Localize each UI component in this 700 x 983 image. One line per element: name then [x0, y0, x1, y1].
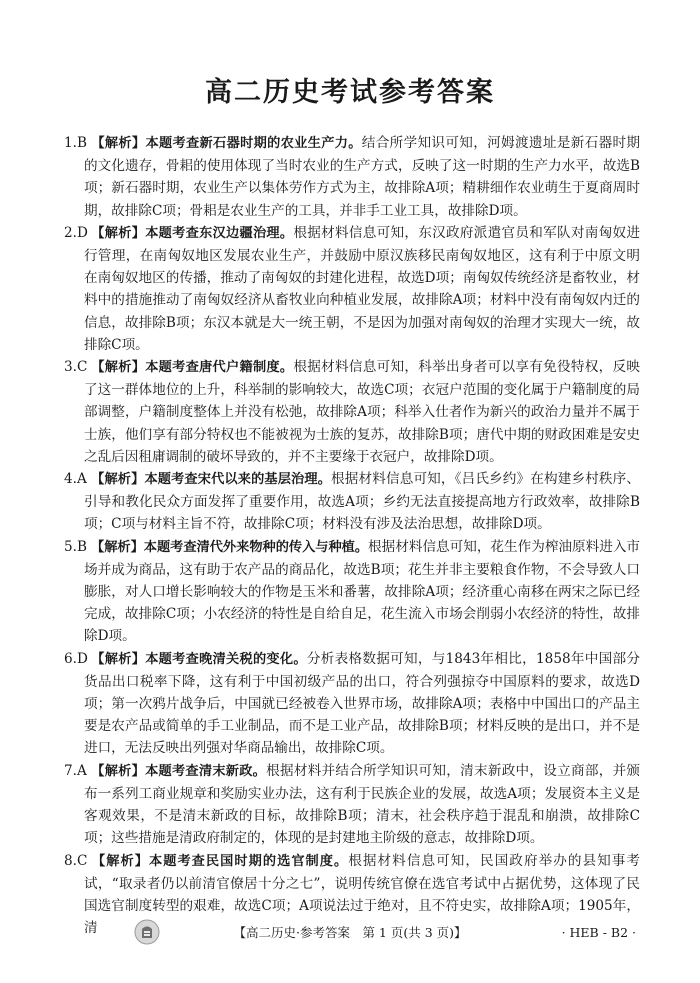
question-item — [64, 356, 640, 468]
question-item — [64, 222, 640, 356]
question-text: 根据材料信息可知，花生作为榨油原料进入市场并成为商品，这有助于农产品的商品化，故选B项；花生并非主要粮食作物，不会导致人口膨胀，对人口增长影响较大的作物是玉米和番薯，故排除A项；经济重心南移在两宋之际已经完成，故排除C项；小农经济的特性是自给自足，花生流入市场会削弱小农经济的特性，故排除D项。 — [84, 538, 641, 645]
question-answer: A — [76, 762, 87, 779]
page-footer — [0, 922, 700, 944]
question-answer: B — [76, 135, 87, 151]
question-answer: C — [76, 359, 88, 376]
analysis-tag: 【解析】 — [97, 136, 146, 151]
question-number: 1. — [64, 135, 77, 151]
footer-code: · HEB - B2 · — [561, 925, 636, 940]
question-item — [64, 536, 640, 648]
question-number: 2. — [64, 224, 77, 241]
question-number: 3. — [64, 359, 77, 376]
question-text: 根据材料信息可知，科举出身者可以享有免役特权，反映了这一群体地位的上升，科举制的影响较大，故选C项；衣冠户范围的变化属于户籍制度的局部调整，户籍制度整体上并没有松弛，故排除A项；科举入仕者作为新兴的政治力量并不属于士族，他们享有部分特权也不能被视为士族的复苏，故排除B项；唐代中期的财政困难是安史之乱后因租庸调制的破坏导致的，并不主要缘于衣冠户，故排除D项。 — [84, 359, 641, 465]
question-number: 4. — [64, 471, 77, 488]
question-topic: 本题考查清末新政。 — [145, 763, 267, 779]
page-title: 高二历史考试参考答案 — [205, 77, 495, 108]
question-item — [64, 760, 640, 850]
footer-page-info: 【高二历史·参考答案 第 1 页(共 3 页)】 — [233, 925, 467, 940]
question-item — [64, 468, 640, 536]
question-answer: D — [76, 224, 88, 241]
question-number: 6. — [64, 650, 77, 667]
question-text: 根据材料信息可知，《吕氏乡约》在构建乡村秩序、引导和教化民众方面发挥了重要作用，故选A项；乡约无法直接提高地方行政效率，故排除B项；C项与材料主旨不符，故排除C项；材料没有涉及法治思想，故排除D项。 — [84, 471, 640, 533]
analysis-tag: 【解析】 — [97, 360, 146, 376]
question-text: 结合所学知识可知，河姆渡遗址是新石器时期的文化遗存，骨耜的使用体现了当时农业的生产方式，反映了这一时期的生产力水平，故选B项；新石器时期，农业生产以集体劳作方式为主，故排除A项；精耕细作农业萌生于夏商周时期，故排除C项；骨耜是农业生产的工具，并非手工业工具，故排除D项。 — [84, 135, 641, 219]
question-text: 根据材料信息可知，东汉政府派遣官员和军队对南匈奴进行管理，在南匈奴地区发展农业生产，并鼓励中原汉族移民南匈奴地区，这有利于中原文明在南匈奴地区的传播，推动了南匈奴的封建化进程，故选D项；南匈奴传统经济是畜牧业，材料中的措施推动了南匈奴经济从畜牧业向种植业发展，故排除A项；材料中没有南匈奴内迁的信息，故排除B项；东汉本就是大一统王朝，不是因为加强对南匈奴的治理才实现大一统，故排除C项。 — [84, 224, 641, 353]
question-topic: 本题考查民国时期的选官制度。 — [148, 853, 349, 869]
answer-list — [64, 132, 640, 939]
analysis-tag: 【解析】 — [97, 225, 146, 241]
question-topic: 本题考查新石器时期的农业生产力。 — [145, 136, 362, 151]
analysis-tag: 【解析】 — [97, 539, 144, 555]
question-item — [64, 648, 640, 760]
analysis-tag: 【解析】 — [97, 651, 146, 667]
question-topic: 本题考查东汉边疆治理。 — [145, 225, 294, 241]
question-text: 分析表格数据可知，与1843年相比，1858年中国部分货品出口税率下降，这有利于中国初级产品的出口，符合列强掠夺中国原料的要求，故选D项；第一次鸦片战争后，中国就已经被卷入世界市场，故排除A项；表格中中国出口的产品主要是农产品或简单的手工业制品，而不是工业产品，故排除B项；材料反映的是出口，并不是进口，无法反映出列强对华商品输出，故排除C项。 — [84, 650, 641, 757]
question-number: 5. — [64, 538, 77, 555]
question-answer: B — [76, 538, 87, 555]
question-topic: 本题考查宋代以来的基层治理。 — [144, 472, 332, 488]
question-answer: A — [76, 471, 87, 488]
analysis-tag: 【解析】 — [98, 853, 149, 869]
question-answer: C — [76, 852, 88, 869]
question-number: 8. — [64, 852, 77, 869]
question-item — [64, 132, 640, 222]
question-answer: D — [76, 650, 88, 667]
question-topic: 本题考查清代外来物种的传入与种植。 — [143, 539, 369, 555]
analysis-tag: 【解析】 — [97, 763, 146, 779]
analysis-tag: 【解析】 — [97, 472, 145, 488]
question-number: 7. — [64, 762, 77, 779]
question-text: 根据材料信息可知，民国政府举办的县知事考试，“取录者仍以前清官僚居十分之七”，说明传统官僚在选官考试中占据优势，这体现了民国选官制度转型的艰难，故选C项；A项说法过于绝对，且不符史实，故排除A项；1905年，清 — [84, 852, 641, 937]
question-topic: 本题考查晚清关税的变化。 — [145, 651, 307, 667]
question-text: 根据材料并结合所学知识可知，清末新政中，设立商部，并颁布一系列工商业规章和奖励实业办法，这有利于民族企业的发展，故选A项；发展资本主义是客观效果，不是清末新政的目标，故排除B项；清末，社会秩序趋于混乱和崩溃，故排除C项；这些措施是清政府制定的，体现的是封建地主阶级的意志，故排除D项。 — [84, 762, 640, 847]
question-topic: 本题考查唐代户籍制度。 — [145, 360, 294, 376]
